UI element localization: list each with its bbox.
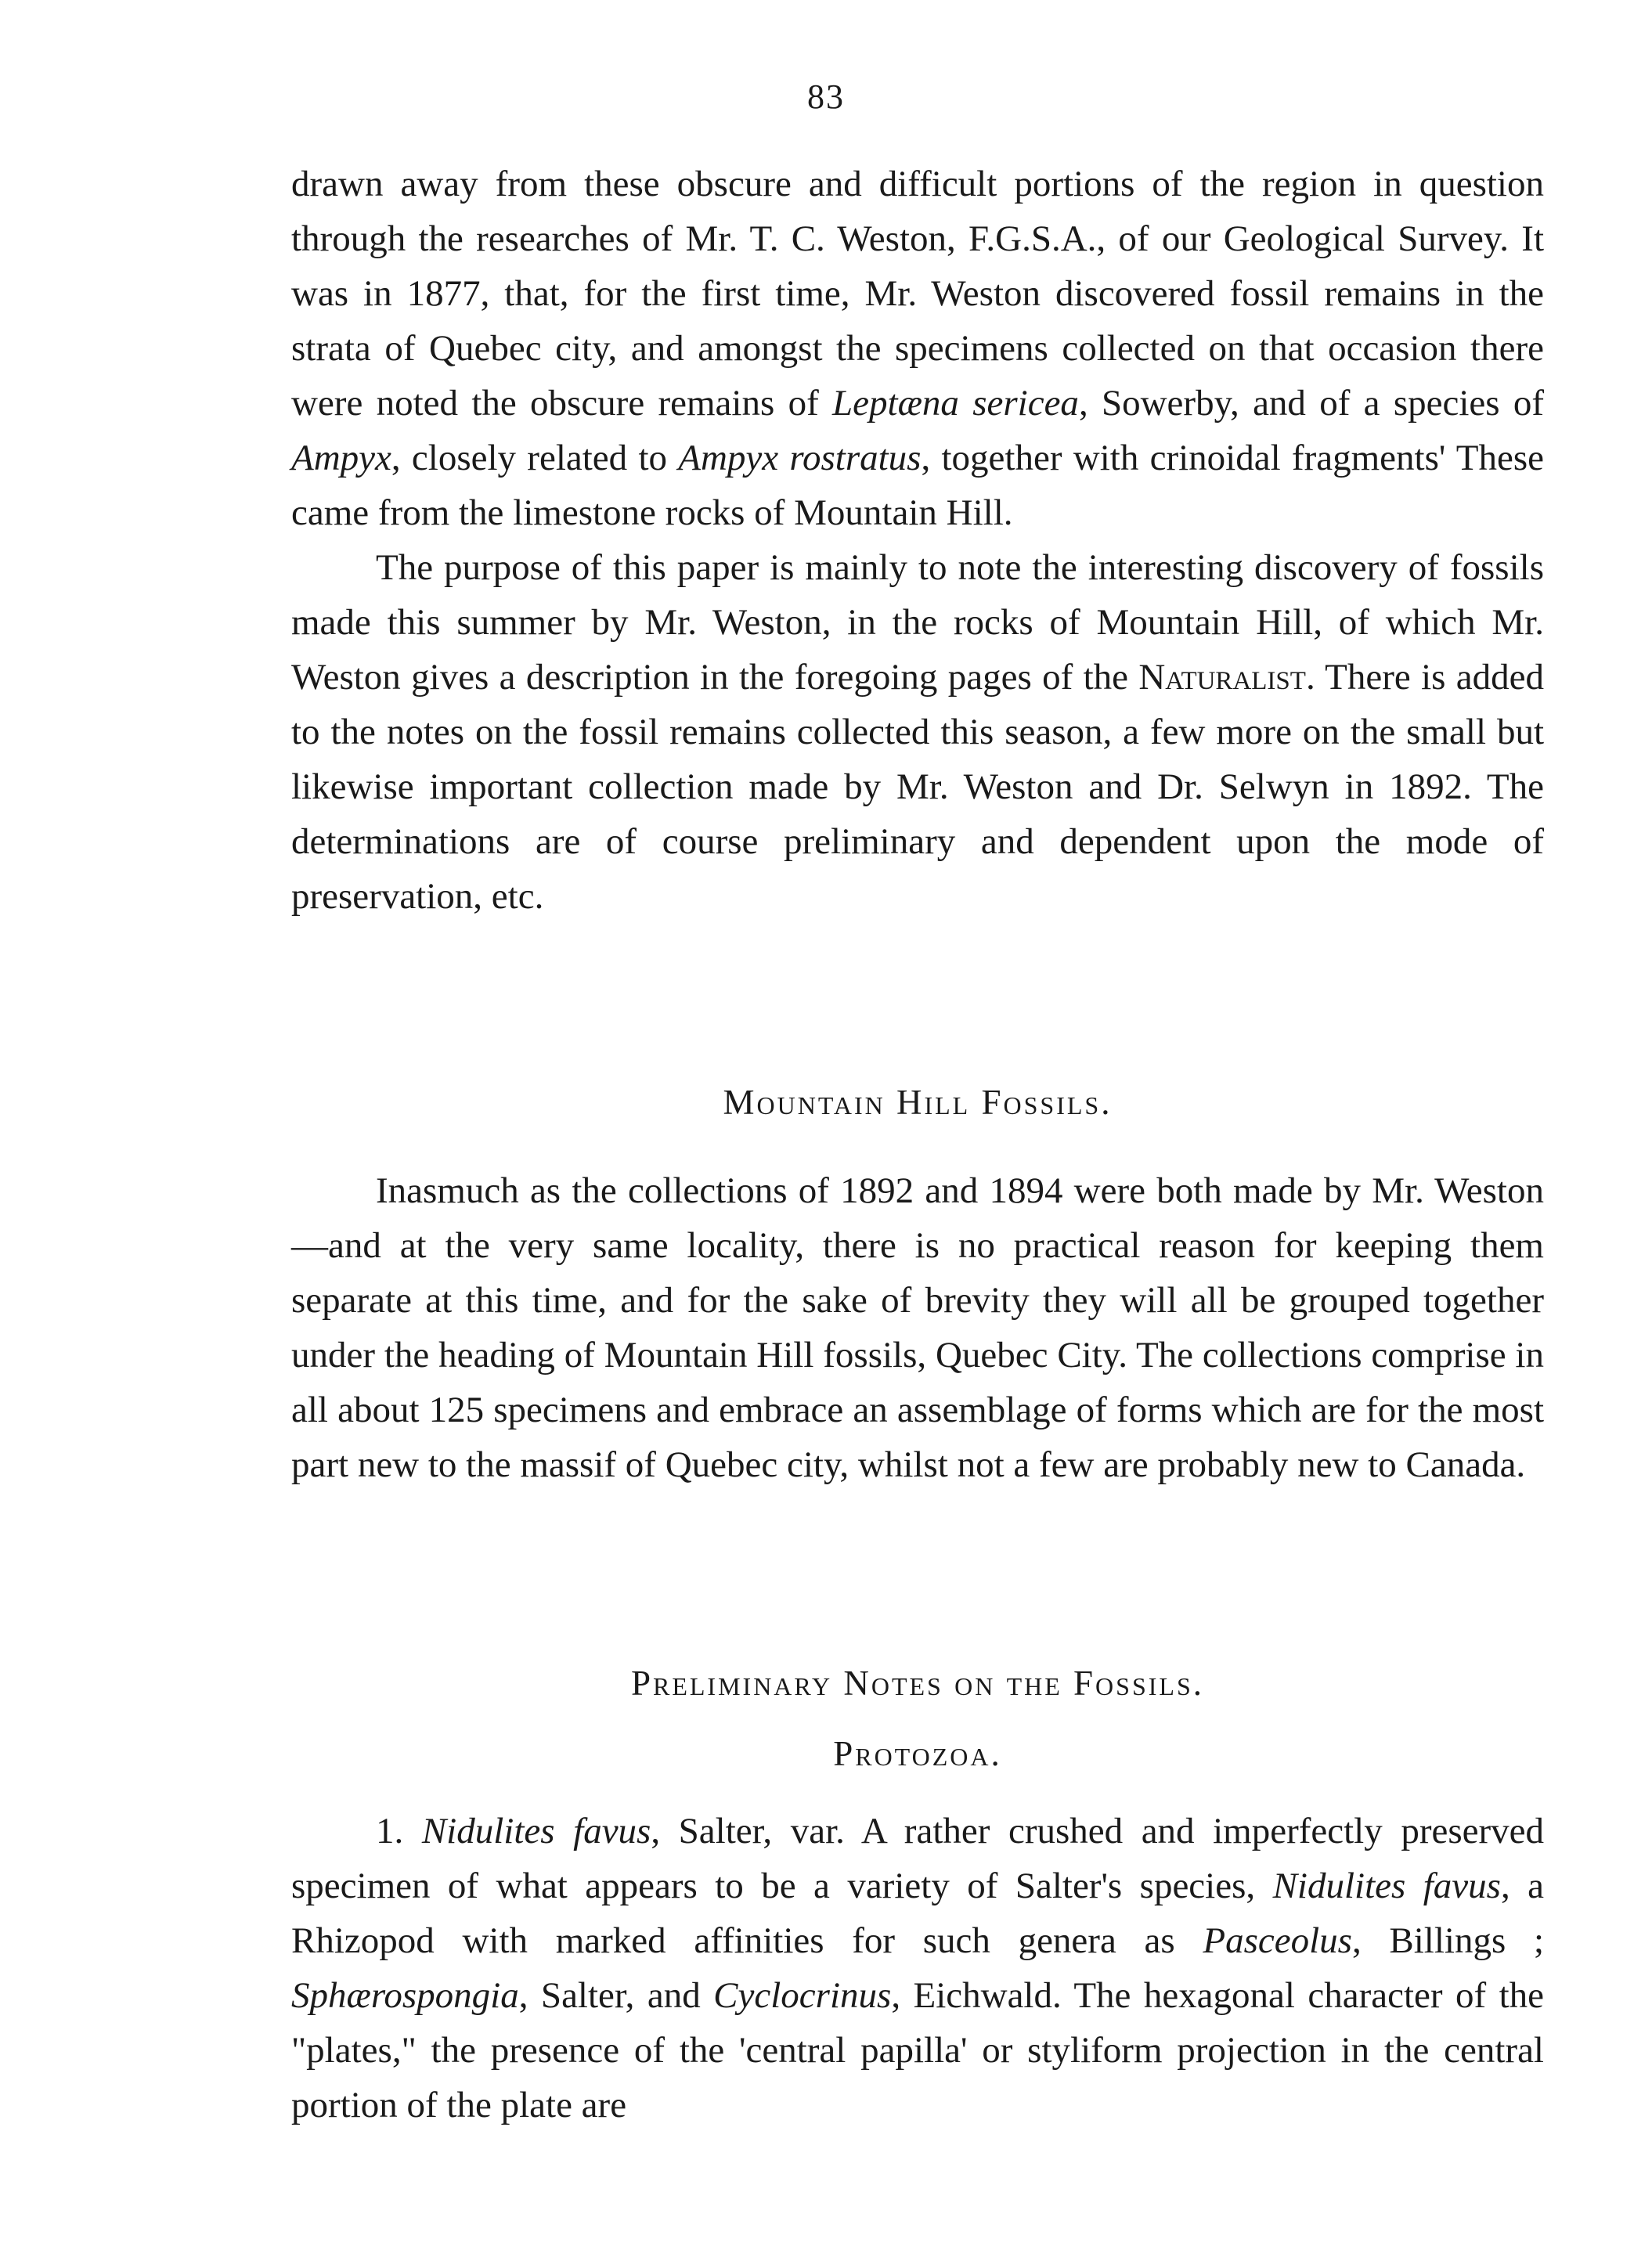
subsection-heading-protozoa: Protozoa.	[833, 1734, 1002, 1773]
italic-term: Cyclocrinus	[713, 1975, 892, 2016]
text-run: . There is added to the notes on the fossil remains collected this season, a few more on the small but likewise important collection made by Mr. Weston and Dr. Selwyn in 1892. The determinations are of course preliminary and dependent upon the mode of preservation, etc.	[291, 657, 1544, 917]
italic-term: Leptæna sericea	[832, 383, 1079, 424]
paragraph	[291, 157, 1544, 540]
italic-term: Ampyx	[291, 438, 391, 478]
paragraph	[291, 1804, 1544, 2133]
text-run: , Salter, var. A rather crushed and imperfectly preserved specimen of what appears to be a variety of Salter's species,	[291, 1811, 1544, 1906]
italic-term: Sphærospongia	[291, 1975, 519, 2016]
text-run: , Billings ;	[1351, 1920, 1545, 1961]
paragraph	[291, 540, 1544, 924]
text-run: , together with crinoidal fragments' These came from the limestone rocks of Mountain Hill.	[291, 438, 1544, 533]
text-run: , a Rhizopod with marked affinities for such genera as	[291, 1866, 1544, 1961]
text-run: , Sowerby, and of a species of	[1078, 383, 1544, 424]
section-heading-preliminary-notes: Preliminary Notes on the Fossils.	[630, 1664, 1205, 1703]
text-run: , closely related to	[391, 438, 679, 478]
text-run: , Eichwald. The hexagonal character of the "plates," the presence of the 'central papilla' or styliform projection in the central portion of the plate are	[291, 1975, 1545, 2125]
text-run: drawn away from these obscure and difficult portions of the region in question through the researches of Mr. T. C. Weston, F.G.S.A., of our Geological Survey. It was in 1877, that, for the first time, Mr. Weston discovered fossil remains in the strata of Quebec city, and amongst the specimens collected on that occasion there were noted the obscure remains of	[291, 164, 1544, 424]
body-text-bottom	[291, 1804, 1544, 2133]
body-text-middle	[291, 1163, 1544, 1492]
paragraph	[291, 1163, 1544, 1492]
text-run: , Salter, and	[518, 1975, 714, 2016]
italic-term: Ampyx rostratus	[678, 438, 922, 478]
italic-term: Pasceolus	[1203, 1920, 1352, 1961]
body-text-top	[291, 157, 1544, 924]
text-run: Inasmuch as the collections of 1892 and 1894 were both made by Mr. Weston—and at the very same locality, there is no practical reason for keeping them separate at this time, and for the sake of brevity they will all be grouped together under the heading of Mountain Hill fossils, Quebec City. The collections comprise in all about 125 specimens and embrace an assemblage of forms which are for the most part new to the massif of Quebec city, whilst not a few are probably new to Canada.	[291, 1170, 1544, 1485]
page-number: 83	[807, 78, 845, 116]
small-caps-term: Naturalist	[1138, 657, 1306, 698]
text-run: The purpose of this paper is mainly to note the interesting discovery of fossils made this summer by Mr. Weston, in the rocks of Mountain Hill, of which Mr. Weston gives a description in the foregoing pages of the	[291, 547, 1544, 698]
section-heading-mountain-hill-fossils: Mountain Hill Fossils.	[723, 1083, 1113, 1122]
italic-term: Nidulites favus	[1272, 1866, 1501, 1906]
text-run: 1.	[376, 1811, 422, 1851]
italic-term: Nidulites favus	[421, 1811, 651, 1851]
